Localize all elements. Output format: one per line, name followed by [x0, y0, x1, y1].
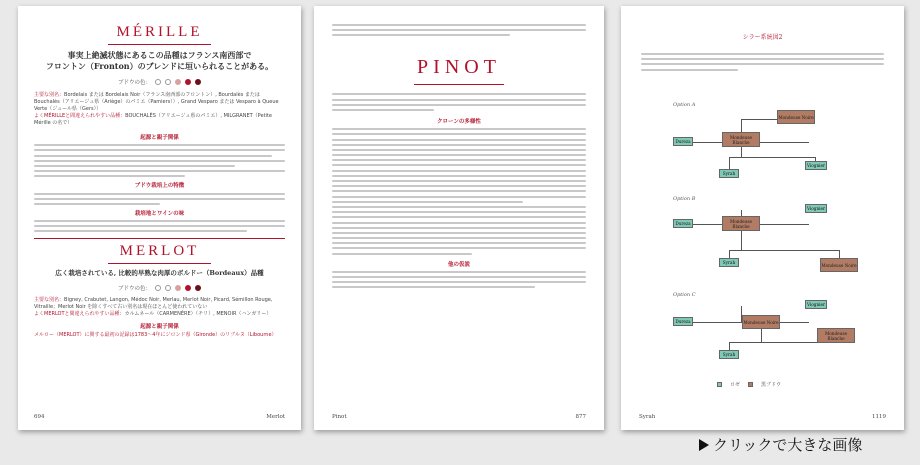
legend-label-rose: ロゼ [730, 382, 741, 388]
merlot-grape-color-indicator [18, 284, 301, 292]
diagram-title: シラー系統図2 [742, 34, 783, 41]
running-head: Pinot [332, 414, 347, 420]
merlot-title-rule [108, 263, 211, 264]
book-page-syrah-pedigree[interactable] [621, 6, 904, 430]
merlot-confusion-text: カルムネール（CARMENÈRE）（チリ）, MENOIR（ハンガリー） [124, 311, 272, 318]
diagram-label-c: Option C [673, 292, 696, 298]
connector [741, 147, 742, 157]
node-viognier: Viognier [806, 206, 825, 211]
title-rule [108, 44, 211, 45]
node-mondeuse-noire: Mondeuse Noire [777, 110, 815, 124]
section-heading-origin: 起源と親子関係 [140, 135, 179, 141]
node-viognier: Viognier [806, 163, 825, 168]
merlot-body-first-line: メルロー（MERLOT）に関する最初の記録は1783〜4年にジロンド県（Gironde）のリブルヌ（Libourne） [34, 332, 277, 339]
node-dureza: Dureza [673, 219, 693, 228]
body-text-viticulture [34, 193, 285, 205]
top-body-text [332, 24, 586, 36]
subtitle-line-1: 事実上絶滅状態にあるこの品種はフランス南西部で [67, 50, 252, 60]
subtitle-line-2: フロントン（Fronton）のブレンドに垣いられることがある。 [45, 61, 274, 71]
body-text-clones [332, 128, 586, 255]
diagram-label-b: Option B [673, 196, 696, 202]
color-dot-1 [155, 79, 161, 85]
merlot-grape-color-label: ブドウの色： [117, 286, 151, 293]
color-dot-3 [175, 79, 181, 85]
section-heading-viticulture: ブドウ栽培上の特徴 [134, 183, 185, 190]
connector [741, 119, 777, 120]
merlot-synonyms-label: 主要な別名： [34, 297, 65, 304]
connector [839, 250, 840, 258]
book-page-merille[interactable] [18, 6, 301, 430]
connector [729, 250, 730, 258]
merlot-synonyms-text: Bigney, Crabutet, Langon, Médoc Noir, Merlau, Merlot Noir, Picard, Sémillon Rouge, Vitraille；Merlot Noir を除くすべて古い別名は現在ほとんど使われていない [34, 297, 273, 311]
node-syrah: Syrah [719, 169, 739, 178]
section-divider [34, 238, 285, 239]
running-head: Syrah [639, 414, 656, 420]
confusion-text: BOUCHALÈS（アリエージュ県のパミエ）, MILGRANET（Petite Mérille の名で） [34, 113, 272, 126]
color-dot-2 [165, 79, 171, 85]
page-number: 877 [575, 414, 586, 420]
legend [717, 381, 781, 388]
merlot-color-dot-4 [185, 285, 191, 291]
connector [729, 342, 730, 350]
node-viognier: Viognier [806, 302, 825, 307]
body-text-hypothesis [332, 271, 586, 289]
synonyms-text: Bordelais または Bordelais Noir（フランス南西部のフロントン）, Bourdalès または Bouchalès（アリエージュ県（Ariège）のパミエ（Pamiers））, Grand Vesparo または Vesparo à Queue Verte（ジュール県（Gers）） [34, 92, 279, 112]
merlot-title: MERLOT [119, 243, 200, 260]
node-syrah: Syrah [719, 350, 739, 359]
view-larger-image-link[interactable] [699, 434, 862, 455]
intro-text [332, 93, 586, 111]
legend-swatch-rose [717, 382, 722, 387]
body-text-origin [34, 144, 285, 177]
node-dureza: Dureza [673, 137, 693, 146]
node-mondeuse-blanche: Mondeuse Blanche [722, 132, 760, 147]
diagram-label-a: Option A [673, 102, 696, 108]
section-heading-hypothesis: 他の仮説 [447, 261, 470, 268]
color-dot-5 [195, 79, 201, 85]
grape-color-indicator [18, 78, 301, 86]
connector [729, 250, 839, 251]
synonyms-block [34, 92, 285, 127]
merlot-color-dot-5 [195, 285, 201, 291]
connector [729, 157, 730, 169]
color-dot-4 [185, 79, 191, 85]
page-title: MÉRILLE [116, 24, 203, 40]
confusion-label: よくMÉRILLEと間違えられやすい品種： [34, 113, 126, 119]
node-mondeuse-blanche: Mondeuse Blanche [817, 328, 855, 343]
merlot-synonyms-block [34, 297, 285, 318]
play-arrow-icon [699, 439, 709, 451]
connector [761, 328, 762, 342]
node-dureza: Dureza [673, 317, 693, 326]
book-page-pinot[interactable] [314, 6, 604, 430]
merlot-color-dot-3 [175, 285, 181, 291]
page-number: 1119 [872, 414, 886, 420]
grape-color-label: ブドウの色： [117, 80, 151, 86]
section-heading-cultivation: 栽培地とワインの味 [134, 210, 185, 217]
merlot-color-dot-1 [155, 285, 161, 291]
page-number: 694 [34, 414, 45, 420]
node-mondeuse-blanche: Mondeuse Blanche [722, 216, 760, 231]
merlot-section-heading: 起源と親子関係 [140, 324, 179, 331]
connector [729, 157, 815, 158]
intro-text [641, 53, 884, 71]
node-mondeuse-noire: Mondeuse Noire [742, 315, 780, 329]
synonyms-label: 主要な別名： [34, 92, 65, 98]
node-syrah: Syrah [719, 258, 739, 267]
legend-label-noir: 黒ブドウ [761, 382, 782, 388]
merlot-color-dot-2 [165, 285, 171, 291]
view-larger-image-label: クリックで大きな画像 [713, 436, 863, 454]
node-mondeuse-noire: Mondeuse Noire [820, 258, 858, 272]
running-head: Merlot [266, 414, 285, 420]
page-title: PINOT [417, 56, 501, 79]
merlot-subtitle: 広く栽培されている, 比較的早熟な肉厚のボルドー（Bordeaux）品種 [55, 269, 264, 278]
body-text-cultivation [34, 220, 285, 232]
title-rule [414, 84, 504, 85]
merlot-confusion-label: よくMERLOTと間違えられやすい品種： [34, 311, 125, 318]
legend-swatch-noir [748, 382, 753, 387]
section-heading-clones: クローンの多様性 [437, 118, 481, 125]
